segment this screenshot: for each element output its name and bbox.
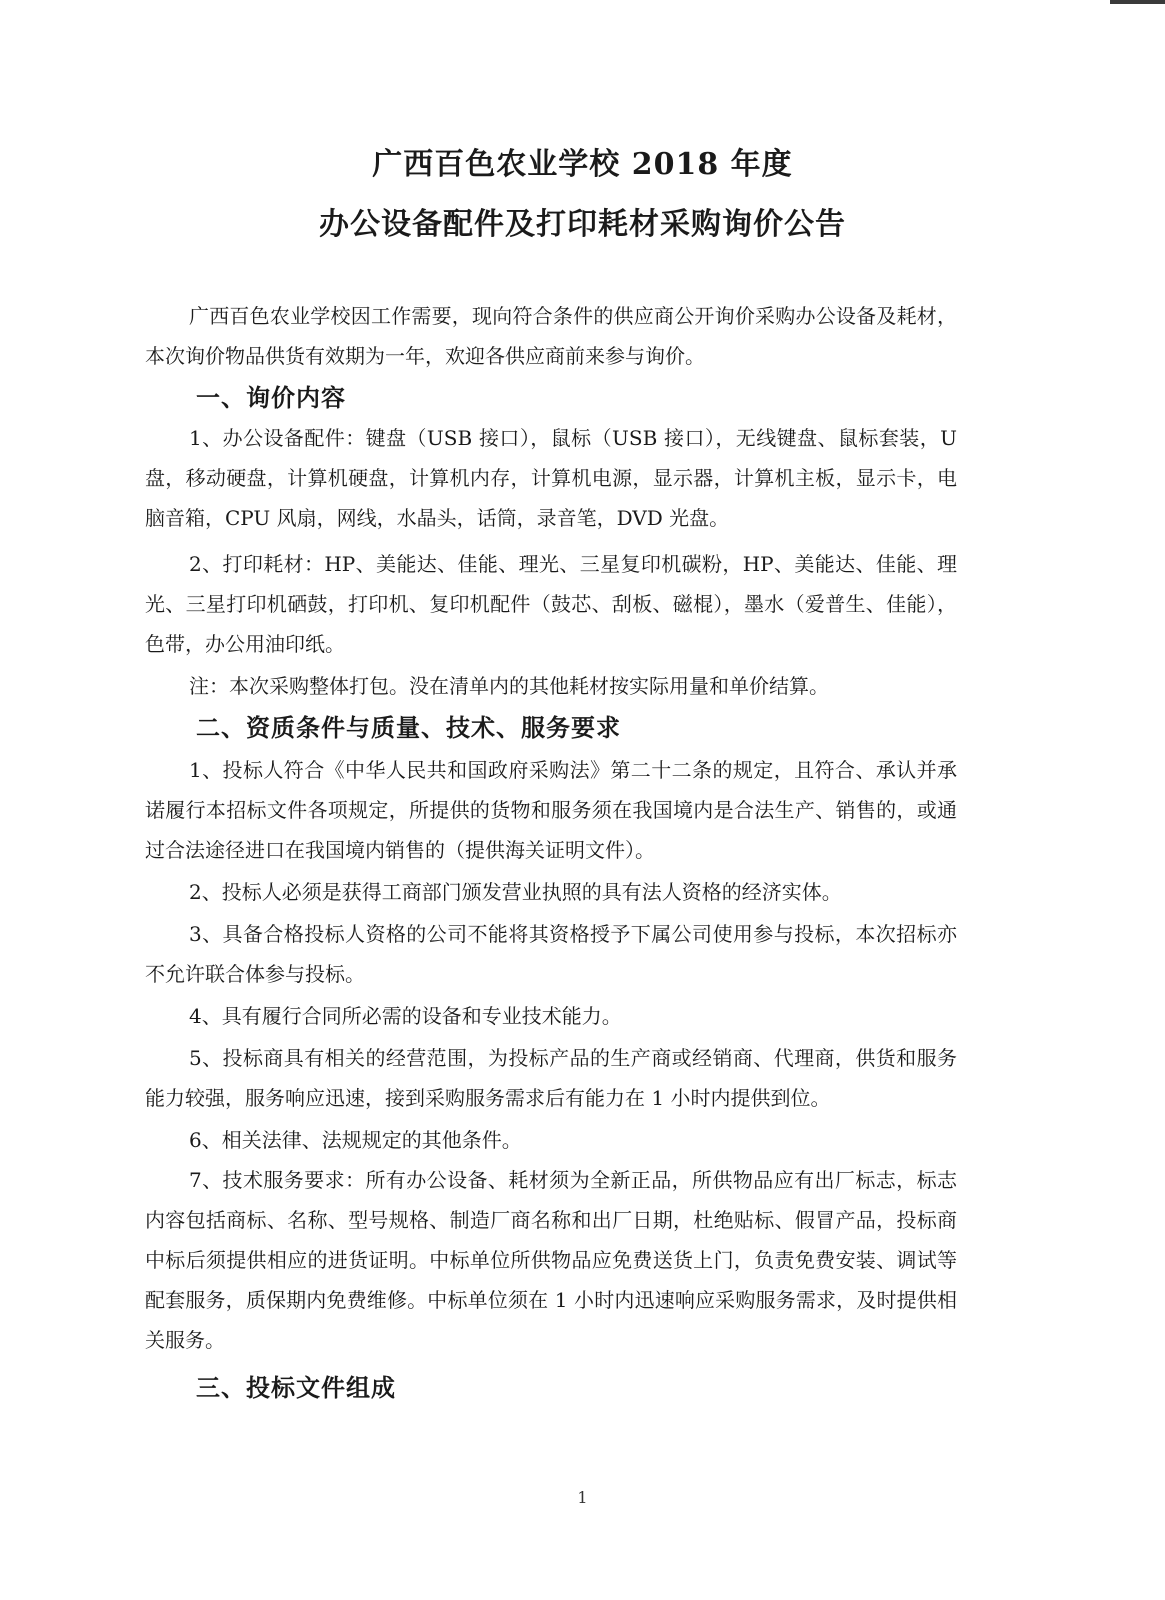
section1-item1: 1、办公设备配件：键盘（USB 接口），鼠标（USB 接口），无线键盘、鼠标套装，U 盘，移动硬盘，计算机硬盘，计算机内存，计算机电源，显示器，计算机主板，显示卡，电脑音箱，CPU 风扇，网线，水晶头，话筒，录音笔，DVD 光盘。 bbox=[145, 426, 957, 530]
document-title-line2: 办公设备配件及打印耗材采购询价公告 bbox=[319, 207, 846, 242]
section1-item2: 2、打印耗材：HP、美能达、佳能、理光、三星复印机碳粉，HP、美能达、佳能、理光、三星打印机硒鼓，打印机、复印机配件（鼓芯、刮板、磁棍），墨水（爱普生、佳能），色带，办公用油印纸。 bbox=[145, 552, 957, 656]
section2-item5: 5、投标商具有相关的经营范围，为投标产品的生产商或经销商、代理商，供货和服务能力较强，服务响应迅速，接到采购服务需求后有能力在 1 小时内提供到位。 bbox=[145, 1046, 957, 1110]
section2-item2: 2、投标人必须是获得工商部门颁发营业执照的具有法人资格的经济实体。 bbox=[189, 880, 842, 904]
scan-edge-mark bbox=[1110, 0, 1165, 4]
page-number: 1 bbox=[577, 1488, 588, 1507]
section2-item1: 1、投标人符合《中华人民共和国政府采购法》第二十二条的规定，且符合、承认并承诺履行本招标文件各项规定，所提供的货物和服务须在我国境内是合法生产、销售的，或通过合法途径进口在我国境内销售的（提供海关证明文件）。 bbox=[145, 758, 957, 862]
section3-heading: 三、投标文件组成 bbox=[196, 1374, 396, 1402]
section2-item7: 7、技术服务要求：所有办公设备、耗材须为全新正品，所供物品应有出厂标志，标志内容包括商标、名称、型号规格、制造厂商名称和出厂日期，杜绝贴标、假冒产品，投标商中标后须提供相应的进货证明。中标单位所供物品应免费送货上门，负责免费安装、调试等配套服务，质保期内免费维修。中标单位须在 1 小时内迅速响应采购服务需求，及时提供相关服务。 bbox=[145, 1168, 957, 1352]
intro-paragraph: 广西百色农业学校因工作需要，现向符合条件的供应商公开询价采购办公设备及耗材，本次询价物品供货有效期为一年，欢迎各供应商前来参与询价。 bbox=[145, 304, 957, 368]
section2-item6: 6、相关法律、法规规定的其他条件。 bbox=[189, 1128, 522, 1152]
document-title-line1: 广西百色农业学校 2018 年度 bbox=[372, 147, 793, 182]
section2-item3: 3、具备合格投标人资格的公司不能将其资格授予下属公司使用参与投标，本次招标亦不允许联合体参与投标。 bbox=[145, 922, 957, 986]
section1-heading: 一、询价内容 bbox=[196, 384, 346, 412]
section1-note: 注：本次采购整体打包。没在清单内的其他耗材按实际用量和单价结算。 bbox=[189, 674, 829, 698]
section2-item4: 4、具有履行合同所必需的设备和专业技术能力。 bbox=[189, 1004, 622, 1028]
section2-heading: 二、资质条件与质量、技术、服务要求 bbox=[196, 714, 621, 742]
